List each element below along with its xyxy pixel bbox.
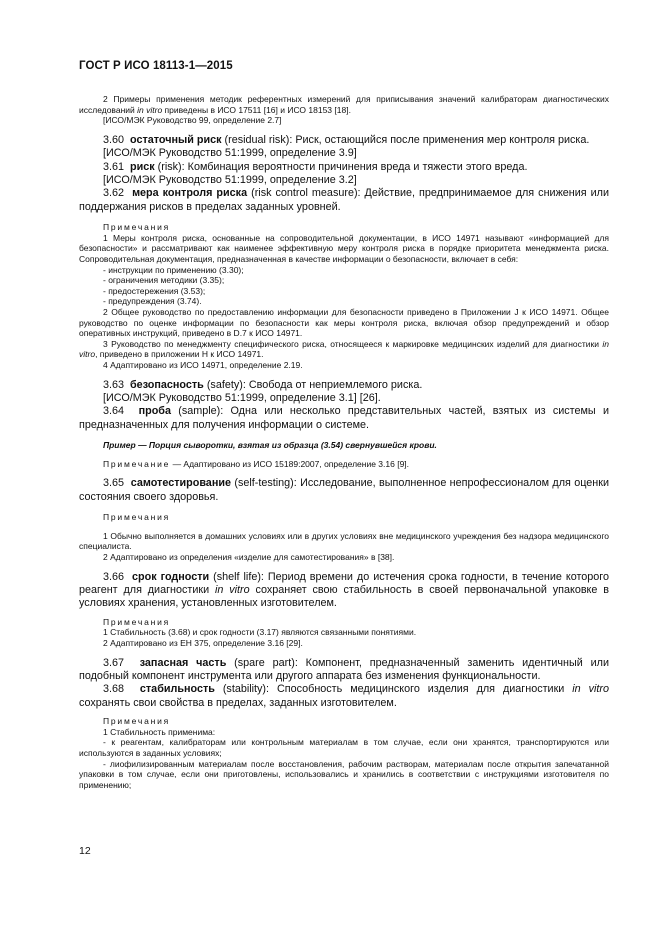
term-title: стабильность <box>139 683 215 696</box>
note-paragraph: 1 Обычно выполняется в домашних условиях или в других условиях вне медицинского учреждения без надзора медицинского специалиста. <box>79 530 609 552</box>
term-title: безопасность <box>130 378 204 391</box>
term-entry-3-67: 3.67 запасная часть (spare part): Компонент, предназначенный заменить идентичный или подобный компонент инструмента или другого аппарата без изменения функциональности. <box>79 656 610 682</box>
note-paragraph: 3 Руководство по менеджменту специфического риска, относящееся к маркировке медицинских изделий для диагностики in vitro, приведено в приложении Н к ИСО 14971. <box>79 338 609 360</box>
term-entry-3-65: 3.65 самотестирование (self-testing): Исследование, выполненное непрофессионалом для оценки состояния своего здоровья. <box>79 477 609 503</box>
list-item: - предостережения (3.53); <box>103 285 206 296</box>
notes-label: Примечания <box>103 512 171 523</box>
list-item: - ограничения методики (3.35); <box>103 275 225 286</box>
term-entry-3-66: 3.66 срок годности (shelf life): Период времени до истечения срока годности, в течение которого реагент для диагностики in vitro сохраняет свою стабильность в своей первоначальной упаковке в условиях хранения, установленных изготовителем. <box>79 570 609 610</box>
term-entry-3-64: 3.64 проба (sample): Одна или несколько представительных частей, взятых из системы и предназначенных для получения информации о системе. <box>79 405 609 431</box>
term-entry-3-61: 3.61 риск (risk): Комбинация вероятности причинения вреда и тяжести этого вреда. <box>103 160 528 173</box>
document-header: ГОСТ Р ИСО 18113-1—2015 <box>79 60 233 72</box>
reference-line: [ИСО/МЭК Руководство 51:1999, определение 3.1] [26]. <box>103 391 381 404</box>
term-entry-3-68: 3.68 стабильность (stability): Способность медицинского изделия для диагностики in vitro сохранять свои свойства в пределах, заданных изготовителем. <box>79 683 609 709</box>
term-entry-3-60: 3.60 остаточный риск (residual risk): Риск, остающийся после применения мер контроля риска. <box>103 133 590 146</box>
term-title: запасная часть <box>139 656 227 669</box>
notes-label: Примечания <box>103 616 171 627</box>
note-paragraph: 1 Стабильность применима: <box>103 726 216 737</box>
term-entry-3-63: 3.63 безопасность (safety): Свобода от неприемлемого риска. <box>103 378 423 391</box>
example-line: Пример — Порция сыворотки, взятая из образца (3.54) свернувшейся крови. <box>103 440 437 451</box>
document-body <box>79 94 609 790</box>
list-item: - лиофилизированным материалам после восстановления, рабочим растворам, материалам после открытия запечатанной упаковки в том случае, если они приготовлены, использовались и хранились в соответствии с инструкциями изготовителя по применению; <box>79 758 609 790</box>
note-paragraph: 2 Общее руководство по предоставлению информации для безопасности приведено в Приложении J к ИСО 14971. Общее руководство по оценке информации по безопасности как меры контроля риска, включая обзор предупреждений и обзор оперативных инструкций, приведено в D.7 к ИСО 14971. <box>79 306 609 339</box>
single-note: Примечание — Адаптировано из ИСО 15189:2007, определение 3.16 [9]. <box>103 458 410 469</box>
term-title: проба <box>138 405 171 418</box>
note-paragraph: 4 Адаптировано из ИСО 14971, определение 2.19. <box>103 359 303 370</box>
reference-line: [ИСО/МЭК Руководство 51:1999, определение 3.2] <box>103 174 357 186</box>
note-label: Примечание <box>103 458 171 469</box>
list-item: - к реагентам, калибраторам или контрольным материалам в том случае, если они хранятся, транспортируются или используются в заданных условиях; <box>79 737 609 758</box>
note-paragraph: 2 Адаптировано из ЕН 375, определение 3.16 [29]. <box>103 637 303 648</box>
term-title: мера контроля риска <box>132 187 248 200</box>
note-paragraph: 1 Стабильность (3.68) и срок годности (3.17) являются связанными понятиями. <box>103 627 417 638</box>
notes-label: Примечания <box>103 222 171 233</box>
reference-line: [ИСО/МЭК Руководство 51:1999, определение 3.9] <box>103 147 357 160</box>
term-title: самотестирование <box>130 477 231 490</box>
list-item: - инструкции по применению (3.30); <box>103 264 244 275</box>
note-paragraph: 2 Примеры применения методик референтных измерений для приписывания значений калибраторам диагностических исследований in vitro приведены в ИСО 17511 [16] и ИСО 18153 [18]. <box>79 94 609 115</box>
notes-label: Примечания <box>103 716 171 727</box>
term-title: срок годности <box>132 570 210 583</box>
note-paragraph: 1 Меры контроля риска, основанные на сопроводительной документации, в ИСО 14971 называют «информацией для безопасности» и рассматривают как наименее эффективную меру контроля риска в порядке приоритета менеджмента риска. Сопроводительная документация, предназначенная в качестве информации о безопасности, включает в себя: <box>79 232 609 264</box>
note-paragraph: 2 Адаптировано из определения «изделие для самотестирования» в [38]. <box>103 551 395 562</box>
term-title: остаточный риск <box>130 133 222 146</box>
reference-line: [ИСО/МЭК Руководство 99, определение 2.7] <box>103 115 282 126</box>
list-item: - предупреждения (3.74). <box>103 296 202 307</box>
page-number: 12 <box>79 845 91 857</box>
term-entry-3-62: 3.62 мера контроля риска (risk control measure): Действие, предпринимаемое для снижения или поддержания рисков в пределах заданных уровней. <box>79 187 610 213</box>
term-title: риск <box>130 160 155 173</box>
